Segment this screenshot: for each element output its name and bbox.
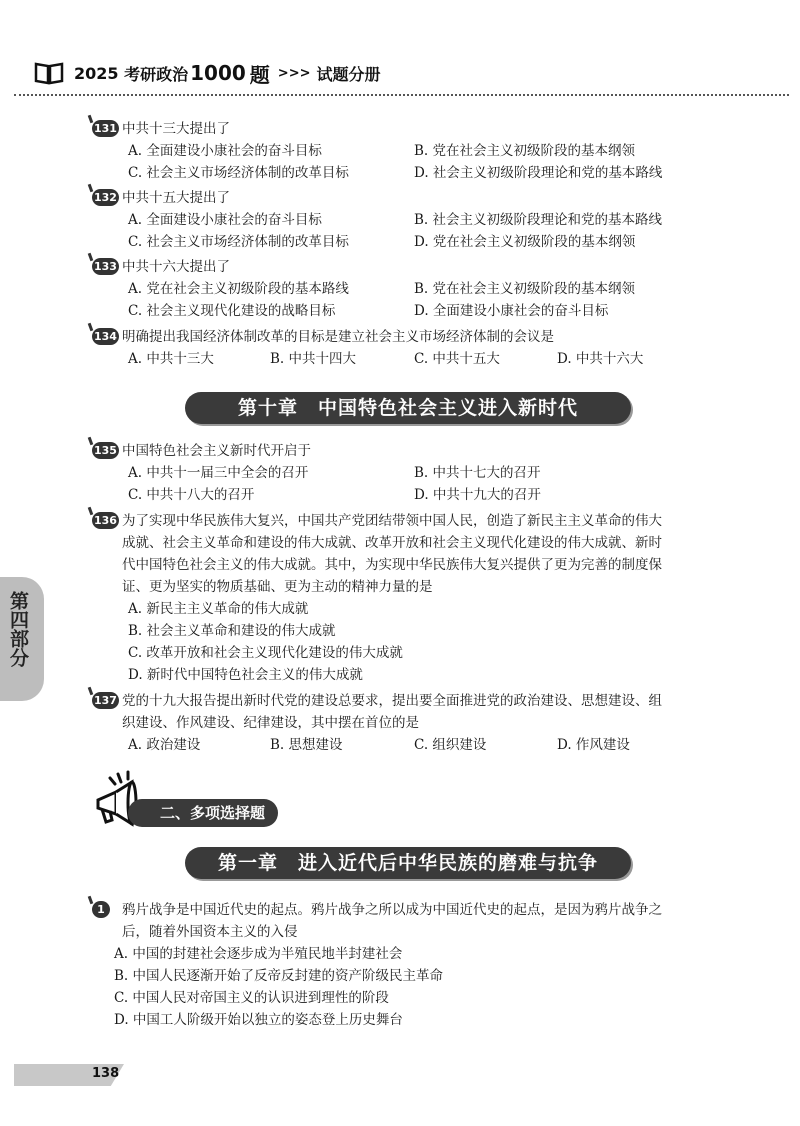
option-b: B. 社会主义初级阶段理论和党的基本路线	[414, 212, 663, 228]
option-a: A. 中国的封建社会逐步成为半殖民地半封建社会	[114, 946, 403, 962]
question-number: 135	[94, 444, 117, 457]
question-stem: 鸦片战争是中国近代史的起点。鸦片战争之所以成为中国近代史的起点，是因为鸦片战争之后，随着外国资本主义的入侵	[122, 902, 662, 940]
part-side-tab	[0, 577, 44, 701]
header-divider	[14, 94, 789, 96]
header-arrows: >>>	[277, 65, 311, 81]
option-d: D. 中共十六大	[557, 351, 644, 367]
option-d: D. 全面建设小康社会的奋斗目标	[414, 303, 609, 319]
header-big: 1000	[190, 61, 246, 85]
option-d: D. 中国工人阶级开始以独立的姿态登上历史舞台	[114, 1012, 403, 1028]
page-number: 138	[92, 1066, 120, 1081]
option-a: A. 党在社会主义初级阶段的基本路线	[128, 281, 349, 297]
option-c: C. 社会主义市场经济体制的改革目标	[128, 165, 349, 181]
option-d: D. 新时代中国特色社会主义的伟大成就	[128, 667, 363, 683]
chapter-10-banner: 第十章 中国特色社会主义进入新时代	[185, 392, 631, 424]
option-b: B. 中共十四大	[270, 351, 357, 367]
option-c: C. 中共十八大的召开	[128, 487, 255, 503]
option-d: D. 中共十九大的召开	[414, 487, 541, 503]
option-a: A. 新民主主义革命的伟大成就	[128, 601, 309, 617]
option-b: B. 中国人民逐渐开始了反帝反封建的资产阶级民主革命	[114, 968, 444, 984]
option-c: C. 社会主义市场经济体制的改革目标	[128, 234, 349, 250]
section-multi-choice: 二、多项选择题	[128, 799, 278, 827]
question-stem: 明确提出我国经济体制改革的目标是建立社会主义市场经济体制的会议是	[122, 329, 554, 345]
header-year: 2025	[74, 63, 119, 83]
question-stem: 中共十六大提出了	[122, 259, 230, 275]
option-a: A. 政治建设	[128, 737, 201, 753]
option-d: D. 作风建设	[557, 737, 630, 753]
running-header	[34, 58, 381, 88]
option-b: B. 党在社会主义初级阶段的基本纲领	[414, 281, 636, 297]
option-d: D. 党在社会主义初级阶段的基本纲领	[414, 234, 636, 250]
option-c: C. 中共十五大	[414, 351, 500, 367]
option-b: B. 党在社会主义初级阶段的基本纲领	[414, 143, 636, 159]
question-stem: 为了实现中华民族伟大复兴，中国共产党团结带领中国人民，创造了新民主主义革命的伟大成就、社会主义革命和建设的伟大成就、改革开放和社会主义现代化建设的伟大成就、新时代中国特色社会主义的伟大成就。其中，为实现中华民族伟大复兴提供了更为完善的制度保证、更为坚实的物质基础、更为主动的精神力量的是	[122, 513, 662, 595]
question-134	[94, 326, 673, 348]
option-c: C. 改革开放和社会主义现代化建设的伟大成就	[128, 645, 403, 661]
question-135	[94, 440, 673, 462]
book-icon	[34, 61, 64, 85]
question-136	[94, 510, 673, 598]
header-subtitle: 试题分册	[316, 64, 381, 84]
header-ti: 题	[249, 62, 270, 87]
question-1	[98, 899, 673, 943]
question-number: 134	[94, 330, 117, 343]
question-number: 131	[94, 122, 117, 135]
question-133	[94, 256, 673, 278]
option-a: A. 全面建设小康社会的奋斗目标	[128, 143, 322, 159]
question-number: 137	[94, 694, 117, 707]
question-number: 1	[92, 901, 110, 918]
option-c: C. 中国人民对帝国主义的认识进到理性的阶段	[114, 990, 389, 1006]
question-137	[94, 690, 673, 734]
option-c: C. 社会主义现代化建设的战略目标	[128, 303, 336, 319]
option-b: B. 思想建设	[270, 737, 343, 753]
option-c: C. 组织建设	[414, 737, 487, 753]
option-a: A. 全面建设小康社会的奋斗目标	[128, 212, 322, 228]
option-b: B. 中共十七大的召开	[414, 465, 541, 481]
question-number: 132	[94, 191, 117, 204]
option-a: A. 中共十三大	[128, 351, 214, 367]
question-number: 133	[94, 260, 117, 273]
question-132	[94, 187, 673, 209]
question-131	[94, 118, 673, 140]
question-stem: 中共十五大提出了	[122, 190, 230, 206]
option-b: B. 社会主义革命和建设的伟大成就	[128, 623, 336, 639]
question-number: 136	[94, 514, 117, 527]
option-a: A. 中共十一届三中全会的召开	[128, 465, 309, 481]
chapter-1-banner: 第一章 进入近代后中华民族的磨难与抗争	[185, 847, 631, 879]
header-pre: 考研政治	[124, 64, 189, 84]
question-stem: 党的十九大报告提出新时代党的建设总要求，提出要全面推进党的政治建设、思想建设、组织建设、作风建设、纪律建设，其中摆在首位的是	[122, 693, 662, 731]
question-stem: 中共十三大提出了	[122, 121, 230, 137]
question-stem: 中国特色社会主义新时代开启于	[122, 443, 311, 459]
option-d: D. 社会主义初级阶段理论和党的基本路线	[414, 165, 663, 181]
part-label: 第四部分	[7, 591, 29, 667]
